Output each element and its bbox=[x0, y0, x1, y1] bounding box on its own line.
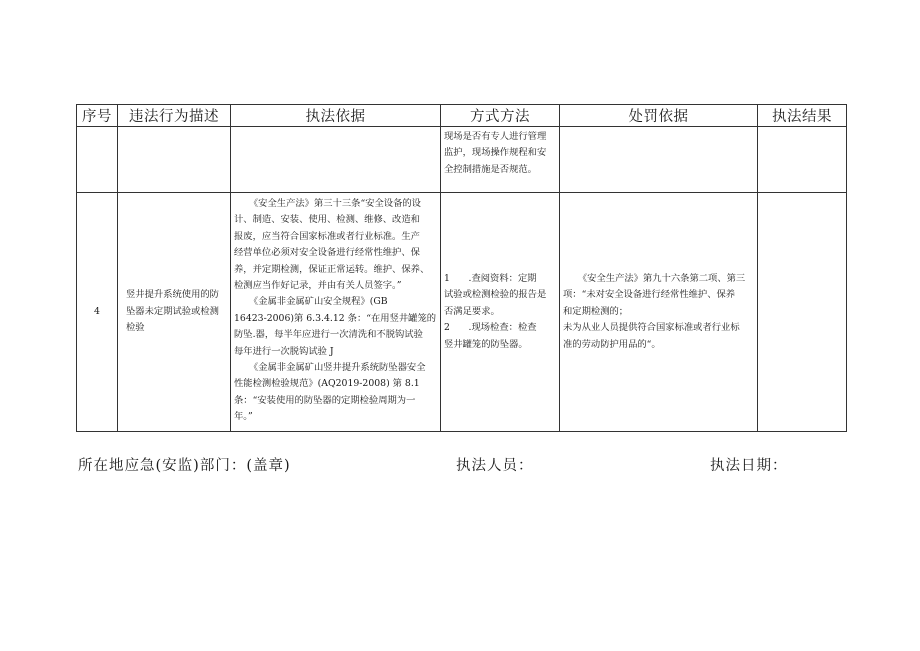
basis-line: 检测应当作好记录，并由有关人员签字。” bbox=[234, 280, 402, 292]
cell-method bbox=[441, 127, 560, 193]
penalty-line: 准的劳动防护用品的“。 bbox=[563, 338, 661, 350]
footer-officer: 执法人员： bbox=[456, 458, 534, 474]
basis-line: 养，并定期检测，保证正常运转。维护、保养、 bbox=[234, 263, 430, 275]
method-line: 2 .现场检查：检查 bbox=[444, 322, 537, 334]
method-line: 1 .查阅资料：定期 bbox=[444, 272, 537, 284]
method-line: 现场是否有专人进行管理 bbox=[444, 131, 547, 142]
violation-line: 检验 bbox=[126, 322, 145, 334]
header-result: 执法结果 bbox=[758, 105, 847, 127]
method-line: 监护，现场操作规程和安 bbox=[444, 147, 547, 159]
header-penalty: 处罚依据 bbox=[560, 105, 758, 127]
basis-line: 防坠.器，每半年应进行一次清洗和不脱钩试验 bbox=[234, 329, 423, 341]
cell-basis bbox=[231, 193, 441, 432]
cell-serial bbox=[77, 127, 118, 193]
header-method: 方式方法 bbox=[441, 105, 560, 127]
basis-line: 经营单位必须对安全设备进行经常性维护、保 bbox=[234, 247, 420, 259]
header-serial: 序号 bbox=[77, 105, 118, 127]
basis-line: 每年进行一次脱钩试验 J bbox=[234, 345, 334, 357]
method-line: 全控制措施是否规范。 bbox=[444, 163, 537, 175]
enforcement-table bbox=[76, 104, 847, 432]
cell-violation bbox=[118, 193, 231, 432]
method-line: 试验或检测检验的报告是 bbox=[444, 289, 547, 301]
penalty-line: 和定期检测的； bbox=[563, 305, 629, 317]
cell-basis bbox=[231, 127, 441, 193]
header-violation: 违法行为描述 bbox=[118, 105, 231, 127]
table-row bbox=[77, 127, 847, 193]
cell-serial: 4 bbox=[77, 193, 118, 432]
violation-line: 竖井提升系统使用的防 bbox=[126, 289, 219, 301]
enforcement-table-sheet bbox=[76, 104, 846, 432]
cell-penalty bbox=[560, 127, 758, 193]
penalty-line: 未为从业人员提供符合国家标准或者行业标 bbox=[563, 322, 740, 334]
header-basis: 执法依据 bbox=[231, 105, 441, 127]
basis-line: 报废，应当符合国家标准或者行业标准。生产 bbox=[234, 230, 420, 242]
cell-violation bbox=[118, 127, 231, 193]
cell-result bbox=[758, 193, 847, 432]
basis-line: 计、制造、安装、使用、检测、维修、改造和 bbox=[234, 214, 420, 226]
table-header-row bbox=[77, 105, 847, 127]
penalty-line: 《安全生产法》第九十六条第二项、第三 bbox=[577, 272, 746, 284]
basis-line: 条：“安装使用的防坠器的定期检验周期为一 bbox=[234, 394, 416, 406]
cell-result bbox=[758, 127, 847, 193]
table-row bbox=[77, 193, 847, 432]
basis-line: 《金属非金属矿山竖井提升系统防坠器安全 bbox=[248, 362, 426, 374]
penalty-line: 项：“未对安全设备进行经常性维护、保养 bbox=[563, 289, 736, 301]
cell-method bbox=[441, 193, 560, 432]
basis-line: 《安全生产法》第三十三条“安全设备的设 bbox=[248, 198, 421, 209]
method-line: 竖井罐笼的防坠器。 bbox=[444, 338, 528, 350]
basis-line: 年。” bbox=[234, 411, 253, 423]
basis-line: 性能检测检验规范》(AQ2019-2008) 第 8.1 bbox=[234, 378, 420, 390]
violation-line: 坠器未定期试验或检测 bbox=[126, 305, 219, 317]
method-line: 否满足要求。 bbox=[444, 305, 500, 317]
basis-line: 《金属非金属矿山安全规程》(GB bbox=[248, 296, 388, 308]
footer-date: 执法日期： bbox=[710, 458, 788, 474]
footer-department: 所在地应急(安监)部门：(盖章) bbox=[78, 458, 291, 474]
basis-line: 16423-2006)第 6.3.4.12 条：“在用竖井罐笼的 bbox=[234, 312, 437, 324]
cell-penalty bbox=[560, 193, 758, 432]
